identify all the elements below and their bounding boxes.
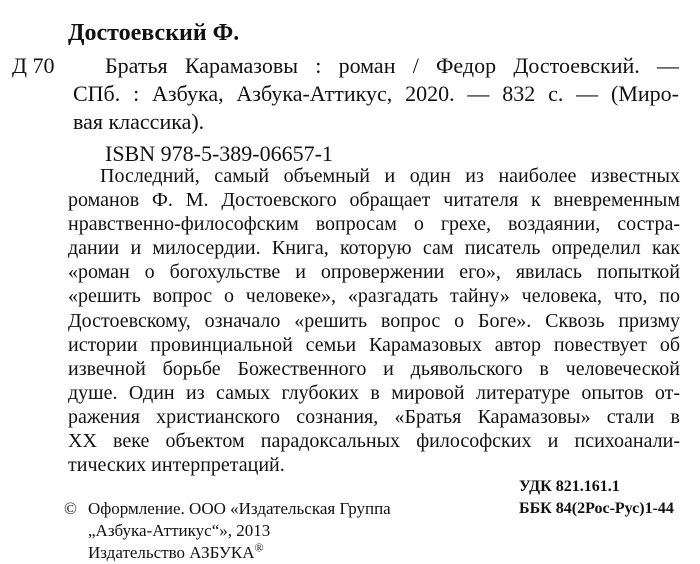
registered-trademark-icon: ® [254, 540, 264, 555]
copyright-icon: © [64, 499, 77, 518]
isbn: ISBN 978-5-389-06657-1 [105, 141, 333, 166]
annotation-line: нравственно-философским вопросам о грехе, воздаянии, состра- [68, 213, 680, 236]
annotation-line: дании и милосердии. Книга, которую сам писатель определил как [68, 237, 680, 260]
annotation-line: истории провинциальной семьи Карамазовых автор повествует об [68, 333, 680, 356]
copyright-publisher-line [88, 542, 391, 564]
annotation-line: XX веке объектом парадоксальных философских и психоанали- [68, 430, 680, 453]
annotation-line: душе. Один из самых глубоких в мировой литературе опытов от- [68, 381, 680, 404]
annotation-line: извечной борьбе Божественного и дьявольского в человеческой [68, 357, 680, 380]
classification-codes [519, 476, 674, 520]
shelf-mark: Д 70 [12, 53, 55, 78]
bbk-code: ББК 84(2Рос-Рус)1-44 [519, 500, 674, 517]
copyright-line: Оформление. ООО «Издательская Группа [88, 499, 391, 518]
annotation-line: романов Ф. М. Достоевского обращает читателя к вневременным [68, 189, 680, 212]
bibliographic-line: Братья Карамазовы : роман / Федор Достоевский. — [105, 53, 679, 78]
annotation-line: тических интерпретаций. [68, 454, 285, 477]
udk-code: УДК 821.161.1 [519, 478, 620, 495]
annotation-line: ражения христианского сознания, «Братья Карамазовы» стали в [68, 405, 680, 428]
copyright-notice [88, 498, 391, 564]
bibliographic-description [73, 52, 679, 136]
annotation-line: Последний, самый объемный и один из наиболее известных [100, 165, 680, 187]
copyright-line: „Азбука-Аттикус“», 2013 [88, 521, 271, 540]
annotation [68, 164, 680, 477]
bibliographic-line: СПб. : Азбука, Азбука-Аттикус, 2020. — 832 с. — (Миро- [73, 81, 679, 106]
author-heading: Достоевский Ф. [68, 20, 240, 46]
annotation-line: Достоевскому, означало «решить вопрос о Боге». Сквозь призму [68, 309, 680, 332]
bibliographic-line: вая классика). [73, 109, 205, 134]
annotation-line: «решить вопрос о человеке», «разгадать тайну» человека, что, по [68, 285, 680, 308]
publisher-name: Издательство АЗБУКА [88, 543, 255, 562]
annotation-line: «роман о богохульстве и опровержении его», явилась попыткой [68, 261, 680, 284]
